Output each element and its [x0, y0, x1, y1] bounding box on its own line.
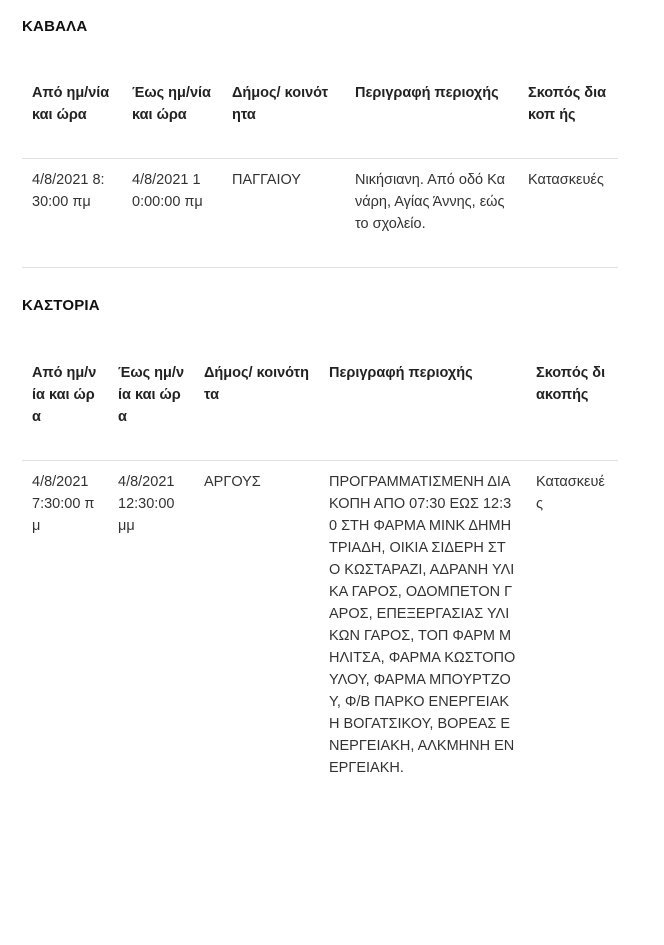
- cell-to-datetime: 4/8/2021 12:30:00 μμ: [118, 474, 175, 534]
- cell-municipality: ΑΡΓΟΥΣ: [204, 474, 261, 490]
- header-municipality: Δήμος/ κοινότητα: [222, 82, 345, 159]
- cell-from-datetime: 4/8/2021 7:30:00 πμ: [32, 474, 95, 534]
- header-to-datetime: Έως ημ/νία και ώρα: [108, 362, 194, 461]
- cell-area-description: ΠΡΟΓΡΑΜΜΑΤΙΣΜΕΝΗ ΔΙΑΚΟΠΗ ΑΠΟ 07:30 ΕΩΣ 12:30 ΣΤΗ ΦΑΡΜΑ ΜΙΝΚ ΔΗΜΗΤΡΙΑΔΗ, ΟΙΚΙΑ ΣΙΔΕΡΗ ΣΤΟ ΚΩΣΤΑΡΑΖΙ, ΑΔΡΑΝΗ ΥΛΙΚΑ ΓΑΡΟΣ, ΟΔΟΜΠΕΤΟΝ ΓΑΡΟΣ, ΕΠΕΞΕΡΓΑΣΙΑΣ ΥΛΙΚΩΝ ΓΑΡΟΣ, ΤΟΠ ΦΑΡΜ ΜΗΛΙΤΣΑ, ΦΑΡΜΑ ΚΩΣΤΟΠΟΥΛΟΥ, ΦΑΡΜΑ ΜΠΟΥΡΤΖΟΥ, Φ/Β ΠΑΡΚΟ ΕΝΕΡΓΕΙΑΚΗ ΒΟΓΑΤΣΙΚΟΥ, ΒΟΡΕΑΣ ΕΝΕΡΓΕΙΑΚΗ, ΑΛΚΜΗΝΗ ΕΝΕΡΓΕΙΑΚΗ.: [329, 474, 516, 776]
- region-title-kastoria: ΚΑΣΤΟΡΙΑ: [22, 297, 100, 314]
- cell-from-datetime: 4/8/2021 8:30:00 πμ: [22, 159, 122, 268]
- table-row: [22, 159, 618, 268]
- cell-area-description: Νικήσιανη. Από οδό Κανάρη, Αγίας Άννης, εώς το σχολείο.: [345, 159, 518, 268]
- table-row: [22, 461, 618, 780]
- header-to-datetime: Έως ημ/νία και ώρα: [122, 82, 222, 159]
- header-from-datetime: Από ημ/νία και ώρα: [22, 362, 108, 461]
- header-purpose: Σκοπός διακοπής: [526, 362, 618, 461]
- table-header-row: [22, 362, 618, 461]
- outage-table-kastoria: [22, 362, 618, 779]
- header-area-description: Περιγραφή περιοχής: [319, 362, 526, 461]
- cell-purpose: Κατασκευές: [518, 159, 618, 268]
- cell-purpose: Κατασκευές: [536, 474, 605, 512]
- header-from-datetime: Από ημ/νία και ώρα: [22, 82, 122, 159]
- header-area-description: Περιγραφή περιοχής: [345, 82, 518, 159]
- cell-municipality: ΠΑΓΓΑΙΟΥ: [222, 159, 345, 268]
- region-title-kavala: ΚΑΒΑΛΑ: [22, 18, 88, 35]
- header-municipality: Δήμος/ κοινότητα: [194, 362, 319, 461]
- outage-table-kavala: [22, 82, 618, 268]
- cell-to-datetime: 4/8/2021 10:00:00 πμ: [122, 159, 222, 268]
- header-purpose: Σκοπός διακοπ ής: [518, 82, 618, 159]
- table-header-row: [22, 82, 618, 159]
